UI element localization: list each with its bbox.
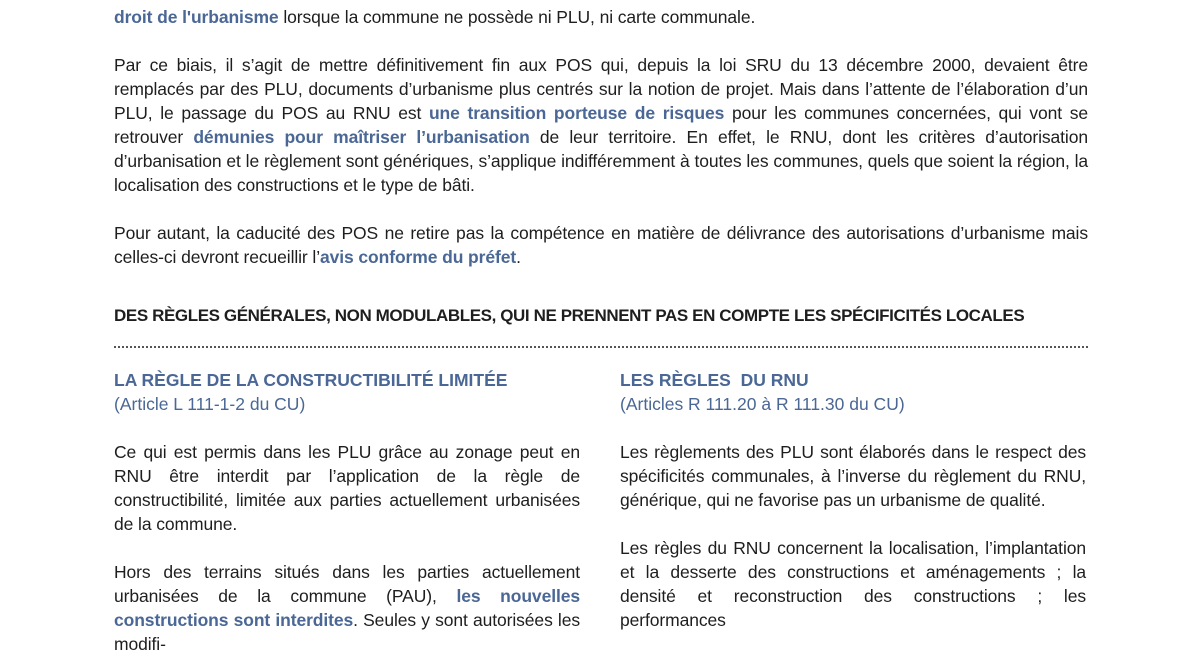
paragraph-text: Par ce biais, il s’agit de mettre définitivement fin aux POS qui, depuis la loi SRU du 13 décembre 2000, devaient être remplacés par des PLU, documents d’urbanisme plus centrés sur la notion de projet. Mais dans l’attente de l’élaboration d’un PLU, le passage du POS au RNU est <box>114 55 1088 123</box>
paragraph-pos-plu <box>114 53 1088 197</box>
paragraph-text: de leur territoire. En effet, le RNU, dont les critères d’autorisation d’urbanisation et le règlement sont génériques, s’applique indifféremment à toutes les communes, quels que soient la région, la localisation des constructions et le type de bâti. <box>114 127 1088 195</box>
dotted-divider <box>114 346 1088 348</box>
paragraph-text: Hors des terrains situés dans les parties actuellement urbanisées de la commune (PAU), <box>114 562 580 606</box>
column-subtitle: (Article L 111-1-2 du CU) <box>114 394 306 414</box>
paragraph-text: . Seules y sont autorisées les modifi- <box>114 610 580 654</box>
paragraph-text: lorsque la commune ne possède ni PLU, ni carte communale. <box>278 7 756 27</box>
column-regles-rnu <box>620 368 1086 632</box>
column-subtitle: (Articles R 111.20 à R 111.30 du CU) <box>620 394 905 414</box>
column-title: LES RÈGLES DU RNU <box>620 370 809 390</box>
highlight-avis-prefet: avis conforme du préfet <box>320 247 517 267</box>
highlight-constructions-interdites: les nouvelles constructions sont interdites <box>114 586 580 630</box>
paragraph-intro-end <box>114 5 1088 29</box>
column-constructibilite <box>114 368 580 656</box>
column-paragraph: Les règles du RNU concernent la localisation, l’implantation et la desserte des constructions et aménagements ; la densité et reconstruction des constructions ; les performances <box>620 538 1086 630</box>
paragraph-text: . <box>516 247 521 267</box>
column-paragraph: Ce qui est permis dans les PLU grâce au zonage peut en RNU être interdit par l’application de la règle de constructibilité, limitée aux parties actuellement urbanisées de la commune. <box>114 442 580 534</box>
highlight-demunies: démunies pour maîtriser l’urbanisation <box>193 127 530 147</box>
paragraph-text: pour les communes concernées, qui vont se retrouver <box>114 103 1088 147</box>
column-paragraph <box>114 560 580 656</box>
highlight-transition-risques: une transition porteuse de risques <box>428 103 725 123</box>
column-paragraph: Les règlements des PLU sont élaborés dans le respect des spécificités communales, à l’inverse du règlement du RNU, générique, qui ne favorise pas un urbanisme de qualité. <box>620 442 1086 510</box>
column-title: LA RÈGLE DE LA CONSTRUCTIBILITÉ LIMITÉE <box>114 370 508 390</box>
paragraph-caducite <box>114 221 1088 269</box>
paragraph-text: Pour autant, la caducité des POS ne retire pas la compétence en matière de délivrance des autorisations d’urbanisme mais celles-ci devront recueillir l’ <box>114 223 1088 267</box>
highlight-droit-urbanisme: droit de l'urbanisme <box>114 7 279 27</box>
section-heading: DES RÈGLES GÉNÉRALES, NON MODULABLES, QUI NE PRENNENT PAS EN COMPTE LES SPÉCIFICITÉS LOCALES <box>114 306 1025 325</box>
